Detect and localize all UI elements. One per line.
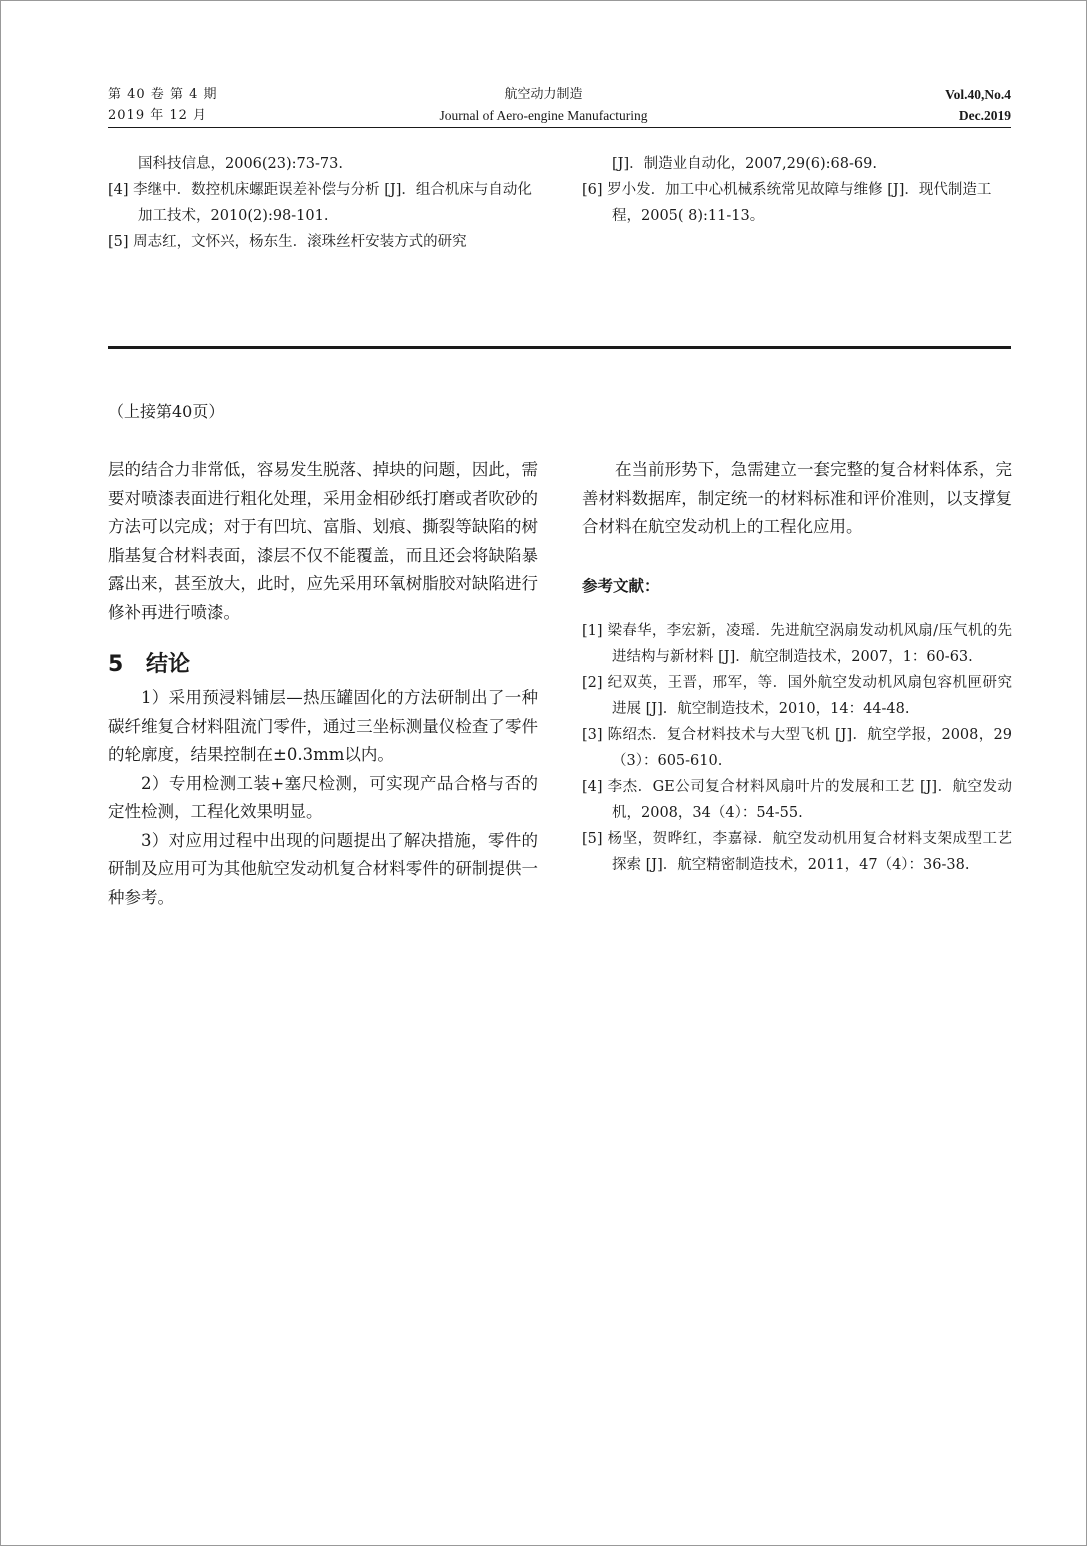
header-rule	[108, 127, 1011, 128]
conclusion-item: 2）专用检测工装+塞尺检测，可实现产品合格与否的定性检测，工程化效果明显。	[108, 773, 538, 821]
references-list	[582, 618, 1012, 878]
volume-issue-cn: 第 40 卷 第 4 期	[108, 87, 218, 102]
reference-item: [5] 杨坚，贺晔红，李嘉禄．航空发动机用复合材料支架成型工艺探索 [J]．航空精密制造技术，2011，47（4）：36-38.	[582, 831, 1012, 873]
right-column	[582, 456, 1012, 878]
article-separator	[108, 346, 1011, 349]
date-en: Dec.2019	[958, 108, 1011, 123]
conclusion-item: 1）采用预浸料铺层—热压罐固化的方法研制出了一种碳纤维复合材料阻流门零件，通过三坐标测量仪检查了零件的轮廓度，结果控制在±0.3mm以内。	[108, 688, 538, 764]
journal-title-cn: 航空动力制造	[504, 87, 583, 102]
header-center	[0, 84, 1087, 126]
section-heading	[108, 650, 538, 680]
reference-item: [3] 陈绍杰．复合材料技术与大型飞机 [J]．航空学报，2008，29（3）：605-610.	[582, 727, 1012, 769]
continued-from-note: （上接第40页）	[108, 402, 225, 421]
volume-issue-en: Vol.40,No.4	[945, 87, 1011, 102]
reference-continuation: [J]．制造业自动化，2007,29(6):68-69.	[612, 156, 877, 172]
section-number: 5	[108, 652, 124, 677]
top-references-left	[108, 151, 538, 255]
reference-item: [4] 李杰．GE公司复合材料风扇叶片的发展和工艺 [J]．航空发动机，2008，34（4）：54-55.	[582, 779, 1012, 821]
references-heading: 参考文献：	[582, 576, 660, 595]
left-column	[108, 456, 538, 912]
body-paragraph: 在当前形势下，急需建立一套完整的复合材料体系，完善材料数据库，制定统一的材料标准和评价准则，以支撑复合材料在航空发动机上的工程化应用。	[582, 460, 1012, 536]
reference-continuation: 国科技信息，2006(23):73-73.	[138, 156, 343, 172]
section-title: 结论	[146, 652, 191, 677]
reference-item: [2] 纪双英，王晋，邢军，等．国外航空发动机风扇包容机匣研究进展 [J]．航空制造技术，2010，14：44-48.	[582, 675, 1012, 717]
reference-item: [6] 罗小发．加工中心机械系统常见故障与维修 [J]．现代制造工程，2005( 8):11-13。	[582, 182, 992, 224]
reference-item: [1] 梁春华，李宏新，凌瑶．先进航空涡扇发动机风扇/压气机的先进结构与新材料 [J]．航空制造技术，2007，1：60-63.	[582, 623, 1012, 665]
reference-item: [4] 李继中．数控机床螺距误差补偿与分析 [J]．组合机床与自动化加工技术，2010(2):98-101.	[108, 182, 532, 224]
header-right	[945, 84, 1011, 126]
conclusion-item: 3）对应用过程中出现的问题提出了解决措施，零件的研制及应用可为其他航空发动机复合材料零件的研制提供一种参考。	[108, 830, 538, 907]
body-paragraph: 层的结合力非常低，容易发生脱落、掉块的问题，因此，需要对喷漆表面进行粗化处理，采用金相砂纸打磨或者吹砂的方法可以完成；对于有凹坑、富脂、划痕、撕裂等缺陷的树脂基复合材料表面，漆层不仅不能覆盖，而且还会将缺陷暴露出来，甚至放大，此时，应先采用环氧树脂胶对缺陷进行修补再进行喷漆。	[108, 460, 538, 622]
top-references-right	[582, 151, 1012, 229]
date-cn: 2019 年 12 月	[108, 108, 208, 123]
journal-title-en: Journal of Aero-engine Manufacturing	[439, 108, 648, 123]
reference-item: [5] 周志红，文怀兴，杨东生．滚珠丝杆安装方式的研究	[108, 234, 467, 250]
